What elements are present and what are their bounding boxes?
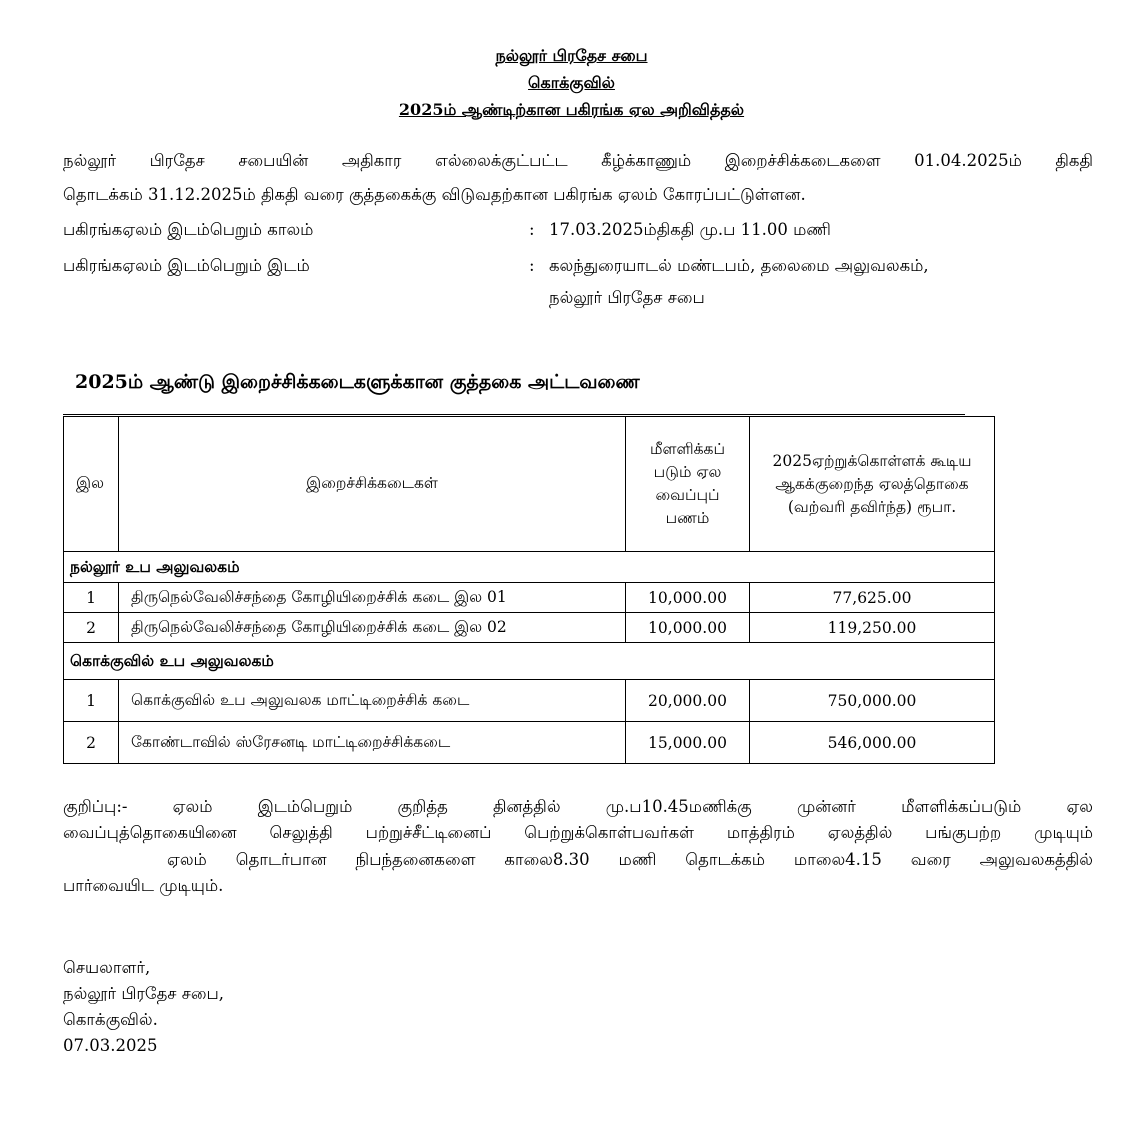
note-line-3: ஏலம் தொடர்பான நிபந்தனைகளை காலை8.30 மணி தொடக்கம் மாலை4.15 வரை அலுவலகத்தில் xyxy=(167,850,1093,869)
table-header-row xyxy=(64,417,995,552)
header-location: கொக்குவில் xyxy=(528,73,615,92)
table-row xyxy=(64,680,995,722)
table-row xyxy=(64,722,995,764)
auction-time-colon: : xyxy=(529,220,535,239)
section-name-nallur: நல்லூர் உப அலுவலகம் xyxy=(64,552,995,583)
table-row xyxy=(64,583,995,613)
title-rule xyxy=(63,414,965,415)
row-deposit: 10,000.00 xyxy=(626,583,750,613)
row-shop-name: கோண்டாவில் ஸ்ரேசனடி மாட்டிறைச்சிக்கடை xyxy=(119,722,626,764)
table-row xyxy=(64,613,995,643)
section-row xyxy=(64,643,995,680)
row-no: 1 xyxy=(64,583,119,613)
signatory-title: செயலாளர், xyxy=(63,958,151,977)
signatory-location: கொக்குவில். xyxy=(63,1010,158,1029)
auction-venue-label: பகிரங்கஏலம் இடம்பெறும் இடம் xyxy=(63,256,310,275)
section-row xyxy=(64,552,995,583)
intro-line-2: தொடக்கம் 31.12.2025ம் திகதி வரை குத்தகைக்கு விடுவதற்கான பகிரங்க ஏலம் கோரப்பட்டுள்ளன. xyxy=(63,185,806,204)
signatory-council: நல்லூர் பிரதேச சபை, xyxy=(63,984,225,1003)
notice-date: 07.03.2025 xyxy=(63,1036,158,1055)
row-deposit: 10,000.00 xyxy=(626,613,750,643)
row-no: 2 xyxy=(64,613,119,643)
header-notice-title: 2025ம் ஆண்டிற்கான பகிரங்க ஏல அறிவித்தல் xyxy=(398,100,745,119)
row-minimum-bid: 750,000.00 xyxy=(750,680,995,722)
note-line-2: வைப்புத்தொகையினை செலுத்தி பற்றுச்சீட்டினைப் பெற்றுக்கொள்பவர்கள் மாத்திரம் ஏலத்தில் பங்குபற்ற முடியும் xyxy=(63,823,1093,842)
row-minimum-bid: 77,625.00 xyxy=(750,583,995,613)
auction-time-value: 17.03.2025ம்திகதி மு.ப 11.00 மணி xyxy=(549,220,831,239)
header-minimum-bid: 2025ஏற்றுக்கொள்ளக் கூடிய ஆகக்குறைந்த ஏலத்தொகை (வற்வரி தவிர்ந்த) ரூபா. xyxy=(750,417,995,552)
lease-table-title: 2025ம் ஆண்டு இறைச்சிக்கடைகளுக்கான குத்தகை அட்டவணை xyxy=(75,371,640,393)
auction-venue-colon: : xyxy=(529,256,535,275)
auction-venue-value-line2: நல்லூர் பிரதேச சபை xyxy=(549,288,705,307)
auction-time-label: பகிரங்கஏலம் இடம்பெறும் காலம் xyxy=(63,220,314,239)
note-line-1: குறிப்பு:- ஏலம் இடம்பெறும் குறித்த தினத்தில் மு.ப10.45மணிக்கு முன்னர் மீளளிக்கப்படும் ஏல xyxy=(63,797,1093,816)
row-shop-name: கொக்குவில் உப அலுவலக மாட்டிறைச்சிக் கடை xyxy=(119,680,626,722)
row-deposit: 20,000.00 xyxy=(626,680,750,722)
row-minimum-bid: 546,000.00 xyxy=(750,722,995,764)
header-no: இல xyxy=(64,417,119,552)
header-council-name: நல்லூர் பிரதேச சபை xyxy=(495,46,648,65)
row-minimum-bid: 119,250.00 xyxy=(750,613,995,643)
row-no: 2 xyxy=(64,722,119,764)
intro-line-1: நல்லூர் பிரதேச சபையின் அதிகார எல்லைக்குட்பட்ட கீழ்க்காணும் இறைச்சிக்கடைகளை 01.04.2025ம் திகதி xyxy=(63,151,1093,170)
header-shop-name: இறைச்சிக்கடைகள் xyxy=(119,417,626,552)
row-deposit: 15,000.00 xyxy=(626,722,750,764)
header-deposit: மீளளிக்கப் படும் ஏல வைப்புப் பணம் xyxy=(626,417,750,552)
row-shop-name: திருநெல்வேலிச்சந்தை கோழியிறைச்சிக் கடை இல 02 xyxy=(119,613,626,643)
auction-venue-value: கலந்துரையாடல் மண்டபம், தலைமை அலுவலகம், xyxy=(549,256,929,275)
row-shop-name: திருநெல்வேலிச்சந்தை கோழியிறைச்சிக் கடை இல 01 xyxy=(119,583,626,613)
lease-table xyxy=(63,416,995,764)
section-name-kokkuvil: கொக்குவில் உப அலுவலகம் xyxy=(64,643,995,680)
row-no: 1 xyxy=(64,680,119,722)
note-line-4: பார்வையிட முடியும். xyxy=(63,876,224,895)
